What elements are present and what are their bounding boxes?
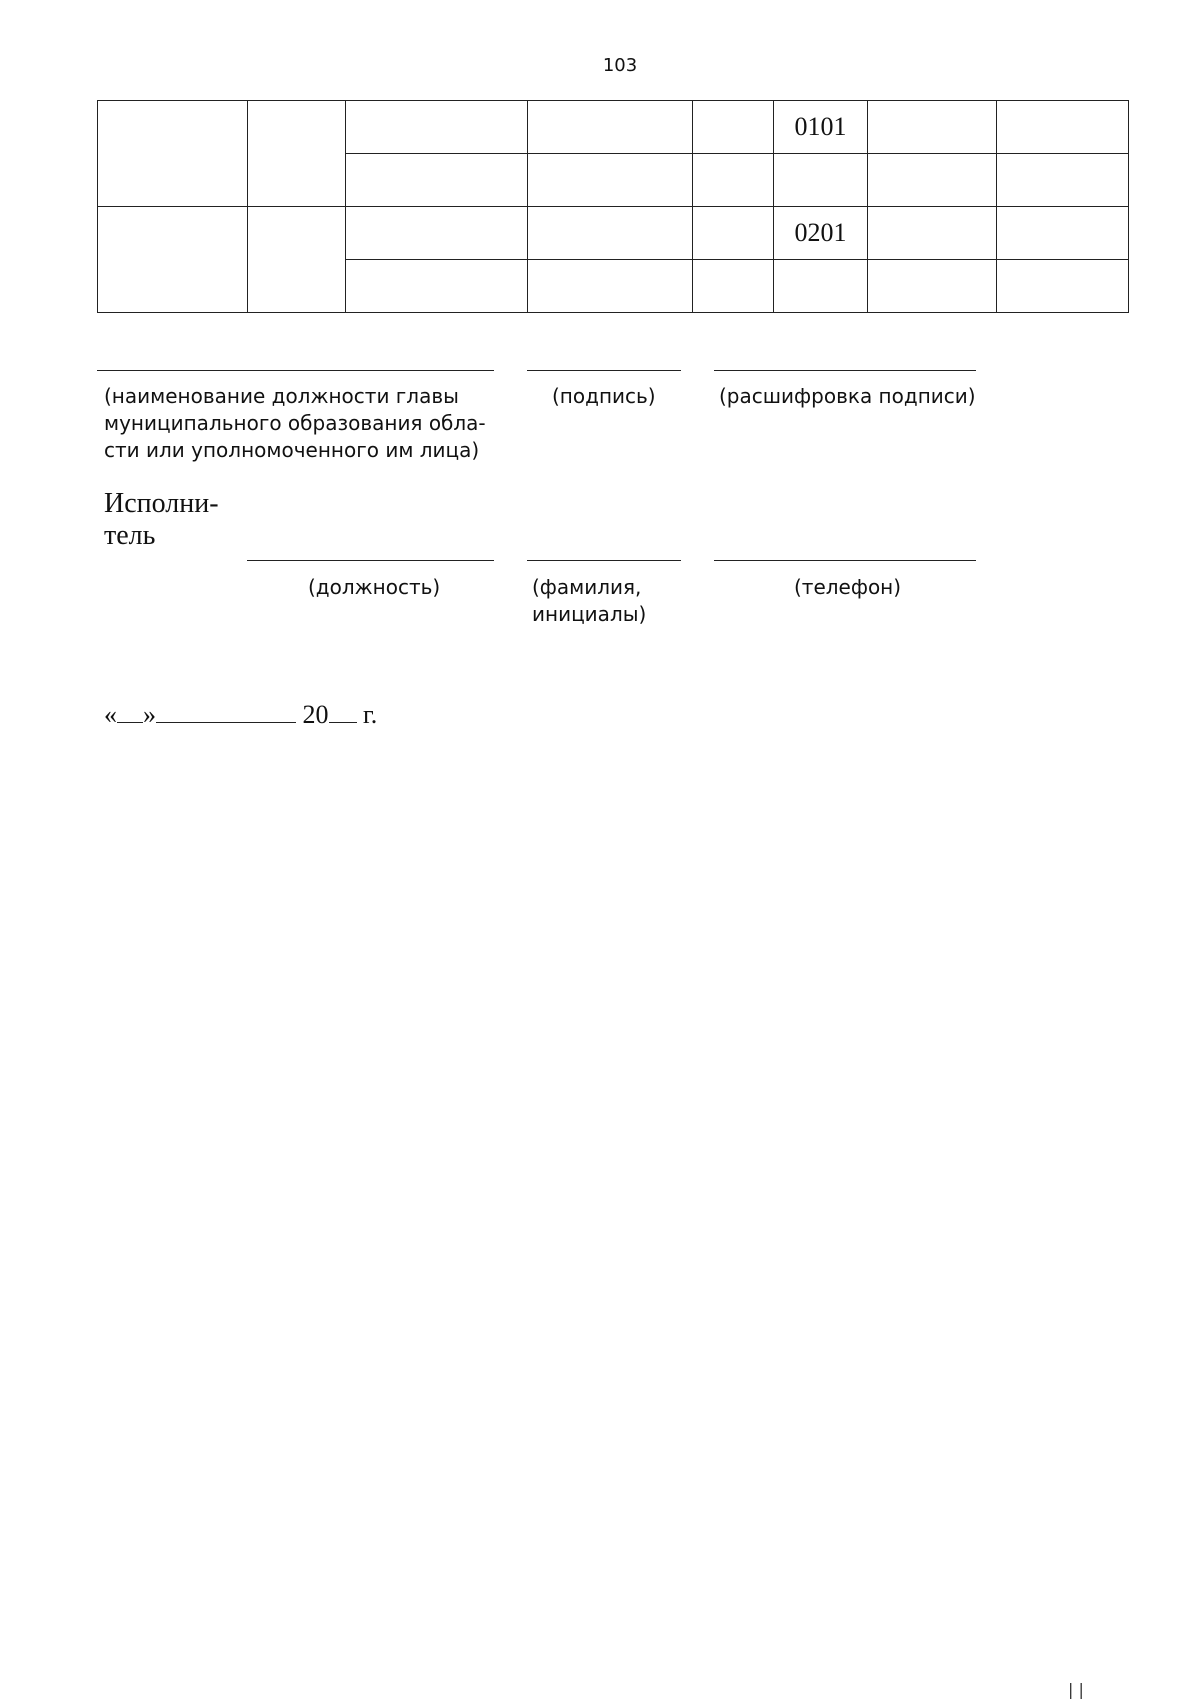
table-cell	[693, 207, 774, 260]
executor-label-line: Исполни-	[104, 488, 219, 519]
executor-name-caption-line: инициалы)	[532, 602, 647, 626]
table-cell	[528, 101, 693, 154]
table-cell	[868, 260, 997, 313]
executor-name-caption-line: (фамилия,	[532, 575, 642, 599]
executor-phone-line	[714, 560, 976, 561]
table-cell	[346, 101, 528, 154]
table-cell	[346, 154, 528, 207]
table-cell-code: 0101	[774, 101, 868, 154]
table-cell	[997, 154, 1129, 207]
table-cell	[774, 154, 868, 207]
table-cell	[774, 260, 868, 313]
table-cell	[997, 260, 1129, 313]
table-row	[98, 101, 1129, 154]
table-cell	[868, 154, 997, 207]
month-blank	[156, 700, 296, 723]
table-cell	[346, 260, 528, 313]
corner-mark: | |	[1068, 1680, 1084, 1699]
table-cell	[693, 260, 774, 313]
position-signature-line	[97, 370, 494, 371]
position-caption	[104, 383, 486, 464]
decoding-caption: (расшифровка подписи)	[719, 384, 976, 408]
position-caption-line: муниципального образования обла-	[104, 411, 486, 435]
date-close-quote: »	[143, 700, 156, 729]
executor-label-line: тель	[104, 520, 156, 551]
table-cell	[346, 207, 528, 260]
executor-position-caption: (должность)	[308, 575, 441, 599]
table-cell	[693, 154, 774, 207]
date-open-quote: «	[104, 700, 117, 729]
year-suffix: г.	[363, 700, 378, 729]
table-cell	[528, 154, 693, 207]
position-caption-line: (наименование должности главы	[104, 384, 459, 408]
report-table	[97, 100, 1129, 313]
table-cell	[997, 207, 1129, 260]
table-cell	[868, 101, 997, 154]
decoding-signature-line	[714, 370, 976, 371]
day-blank	[117, 700, 143, 723]
executor-name-line	[527, 560, 681, 561]
table-cell	[528, 260, 693, 313]
date-line	[104, 700, 377, 730]
table-cell	[693, 101, 774, 154]
table-cell	[248, 101, 346, 207]
table-cell	[997, 101, 1129, 154]
table-cell-code: 0201	[774, 207, 868, 260]
signature-line	[527, 370, 681, 371]
table-row	[98, 207, 1129, 260]
position-caption-line: сти или уполномоченного им лица)	[104, 438, 480, 462]
table-cell	[868, 207, 997, 260]
executor-position-line	[247, 560, 494, 561]
year-blank	[329, 700, 357, 723]
year-prefix: 20	[302, 700, 329, 729]
table-cell	[98, 207, 248, 313]
table-cell	[528, 207, 693, 260]
table-cell	[248, 207, 346, 313]
executor-label	[104, 488, 219, 552]
table-cell	[98, 101, 248, 207]
page-number: 103	[602, 55, 638, 76]
executor-phone-caption: (телефон)	[794, 575, 902, 599]
signature-caption: (подпись)	[552, 384, 656, 408]
executor-name-caption	[532, 574, 646, 628]
